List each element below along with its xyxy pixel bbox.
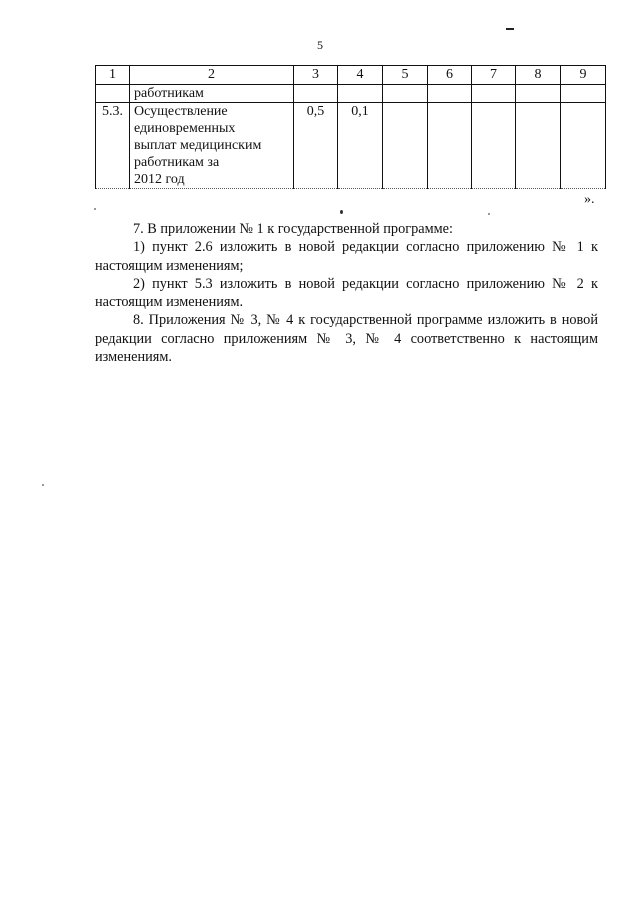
measure-name-line: работникам за — [134, 155, 220, 170]
column-number: 3 — [294, 66, 338, 85]
measure-name-line: Осуществление — [134, 104, 228, 119]
table-cell — [383, 85, 428, 103]
column-number: 7 — [472, 66, 516, 85]
measure-name-line: выплат медицинским — [134, 138, 262, 153]
value-cell-col7 — [472, 103, 516, 189]
paragraph: 8. Приложения № 3, № 4 к государственной программе изложить в новой редакции согласно приложениям № 3, № 4 соответственно к настоящим изменениям. — [95, 312, 598, 366]
value-cell-col6 — [428, 103, 472, 189]
table-cell — [338, 85, 383, 103]
column-number: 8 — [516, 66, 561, 85]
table-row — [96, 103, 606, 189]
table-cell — [561, 85, 606, 103]
table-cell: работникам — [130, 85, 294, 103]
amendment-text — [95, 220, 598, 366]
value-cell-col9 — [561, 103, 606, 189]
program-table — [95, 65, 606, 189]
column-number: 9 — [561, 66, 606, 85]
table-cell — [472, 85, 516, 103]
scan-artifact — [340, 210, 343, 214]
value-cell-col4: 0,1 — [338, 103, 383, 189]
scan-artifact — [42, 484, 44, 486]
scan-artifact — [488, 213, 490, 215]
measure-name-line: 2012 год — [134, 172, 185, 187]
measure-name-cell — [130, 103, 294, 189]
closing-quote: ». — [584, 192, 595, 207]
page-number: 5 — [317, 38, 323, 52]
table-cell — [96, 85, 130, 103]
column-number: 6 — [428, 66, 472, 85]
paragraph: 1) пункт 2.6 изложить в новой редакции согласно приложению № 1 к настоящим изменениям; — [95, 239, 598, 274]
table-row-continuation — [96, 85, 606, 103]
measure-name-line: единовременных — [134, 121, 236, 136]
column-number: 4 — [338, 66, 383, 85]
table-cell — [516, 85, 561, 103]
paragraph: 7. В приложении № 1 к государственной программе: — [133, 221, 453, 237]
value-cell-col3: 0,5 — [294, 103, 338, 189]
paragraph: 2) пункт 5.3 изложить в новой редакции согласно приложению № 2 к настоящим изменениям. — [95, 275, 598, 311]
value-cell-col5 — [383, 103, 428, 189]
column-number: 2 — [130, 66, 294, 85]
scan-artifact — [94, 208, 96, 210]
table-cell — [428, 85, 472, 103]
table-cell — [294, 85, 338, 103]
column-number: 1 — [96, 66, 130, 85]
scan-artifact — [506, 28, 514, 30]
table-header-row — [96, 66, 606, 85]
value-cell-col8 — [516, 103, 561, 189]
row-number: 5.3. — [96, 103, 130, 189]
column-number: 5 — [383, 66, 428, 85]
